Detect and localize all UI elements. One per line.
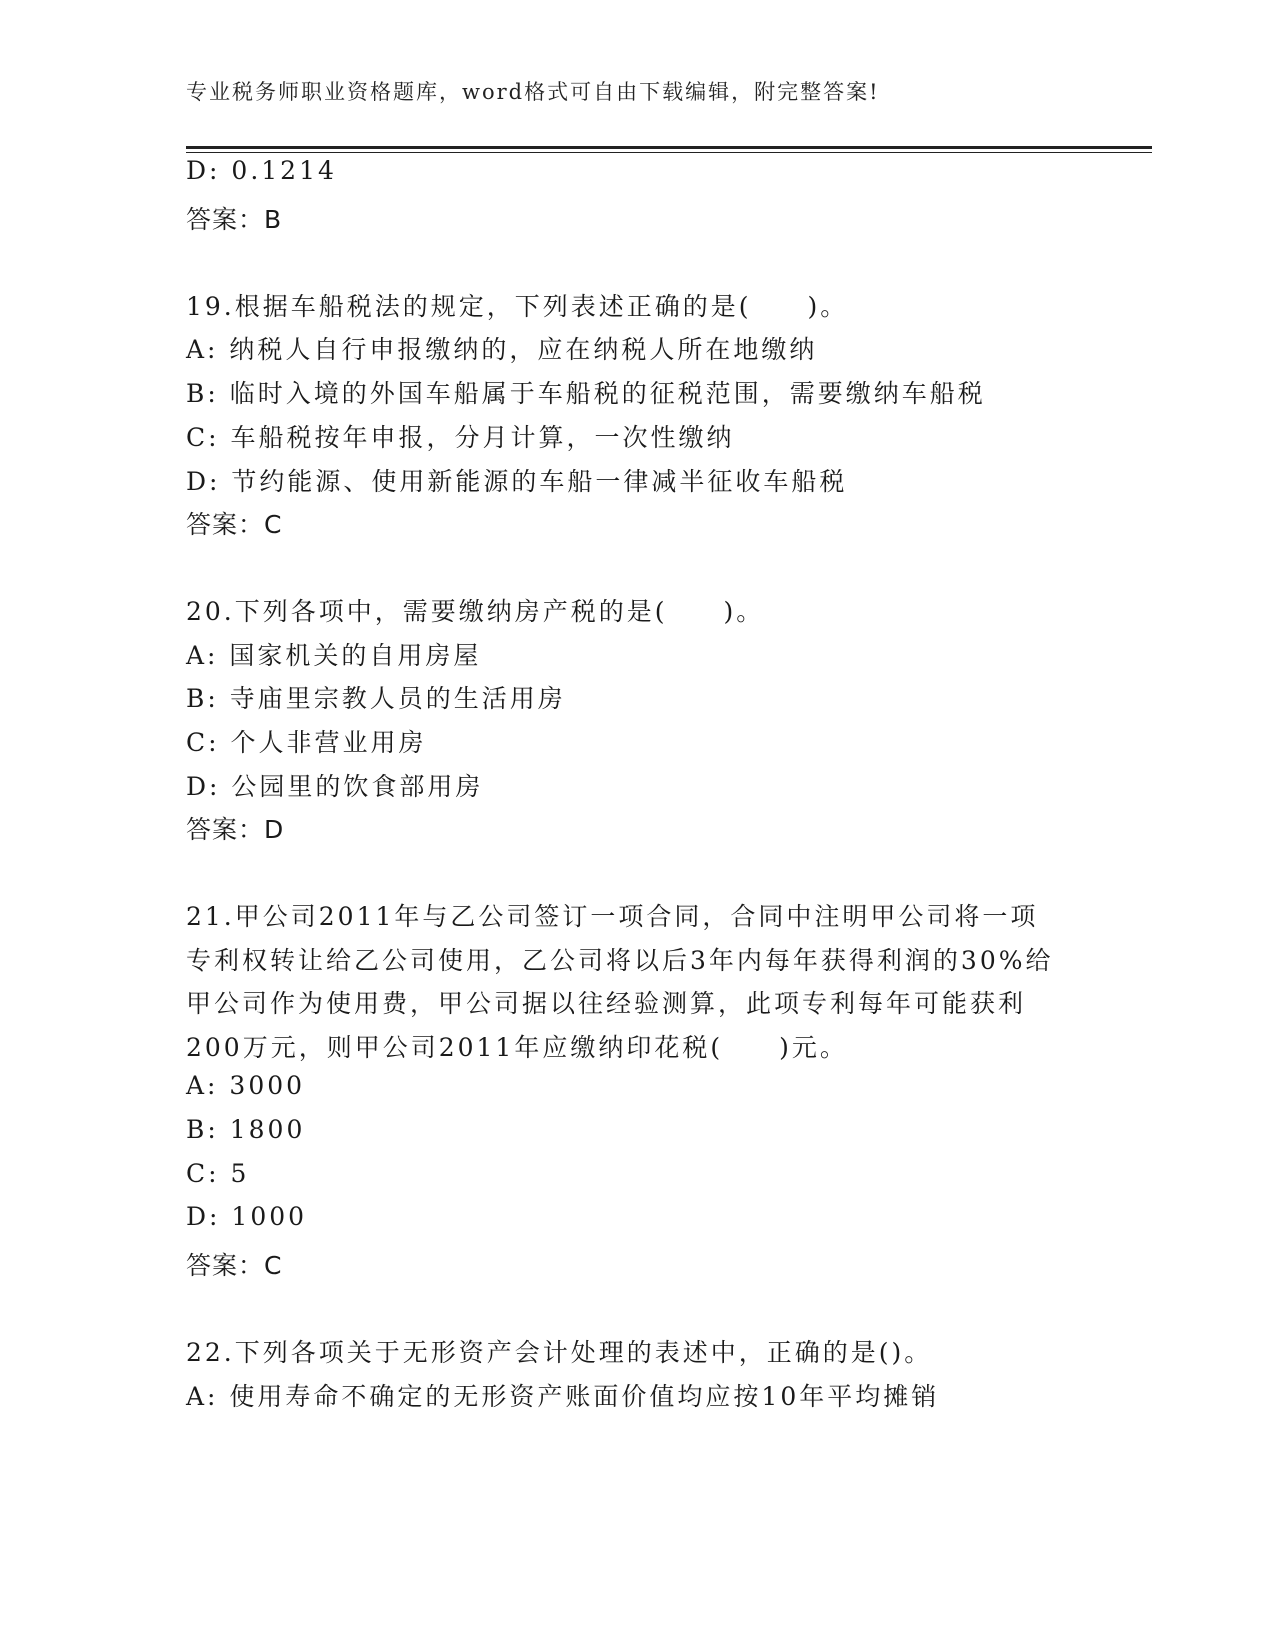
q21-option-a: A: 3000 <box>186 1071 306 1100</box>
header-rule-thick <box>186 146 1152 149</box>
q21-stem-line-4: 200万元，则甲公司2011年应缴纳印花税( )元。 <box>186 1033 848 1062</box>
q20-option-c: C: 个人非营业用房 <box>186 728 427 757</box>
q21-option-b: B: 1800 <box>186 1115 306 1144</box>
q21-option-c: C: 5 <box>186 1159 250 1188</box>
q21-stem-line-2: 专利权转让给乙公司使用，乙公司将以后3年内每年获得利润的30%给 <box>186 946 1054 975</box>
prev-option-d: D: 0.1214 <box>186 156 337 185</box>
q20-option-b: B: 寺庙里宗教人员的生活用房 <box>186 684 566 713</box>
page-header: 专业税务师职业资格题库，word格式可自由下载编辑，附完整答案! <box>186 80 880 104</box>
q19-option-c: C: 车船税按年申报，分月计算，一次性缴纳 <box>186 423 735 452</box>
q19-answer: 答案：C <box>186 510 283 539</box>
header-rule-thin <box>186 152 1152 153</box>
q19-option-b: B: 临时入境的外国车船属于车船税的征税范围，需要缴纳车船税 <box>186 379 986 408</box>
prev-answer: 答案：B <box>186 205 283 234</box>
q21-stem-line-3: 甲公司作为使用费，甲公司据以往经验测算，此项专利每年可能获利 <box>186 989 1027 1018</box>
q21-answer: 答案：C <box>186 1251 283 1280</box>
q20-stem: 20.下列各项中，需要缴纳房产税的是( )。 <box>186 597 765 626</box>
q22-stem: 22.下列各项关于无形资产会计处理的表述中，正确的是()。 <box>186 1338 933 1367</box>
q21-stem-line-1: 21.甲公司2011年与乙公司签订一项合同，合同中注明甲公司将一项 <box>186 902 1039 931</box>
q19-option-d: D: 节约能源、使用新能源的车船一律减半征收车船税 <box>186 467 848 496</box>
q21-option-d: D: 1000 <box>186 1202 308 1231</box>
q20-option-d: D: 公园里的饮食部用房 <box>186 772 484 801</box>
q22-option-a: A: 使用寿命不确定的无形资产账面价值均应按10年平均摊销 <box>186 1382 940 1411</box>
q20-option-a: A: 国家机关的自用房屋 <box>186 641 482 670</box>
q20-answer: 答案：D <box>186 815 285 844</box>
q19-stem: 19.根据车船税法的规定，下列表述正确的是( )。 <box>186 292 849 321</box>
q19-option-a: A: 纳税人自行申报缴纳的，应在纳税人所在地缴纳 <box>186 335 818 364</box>
